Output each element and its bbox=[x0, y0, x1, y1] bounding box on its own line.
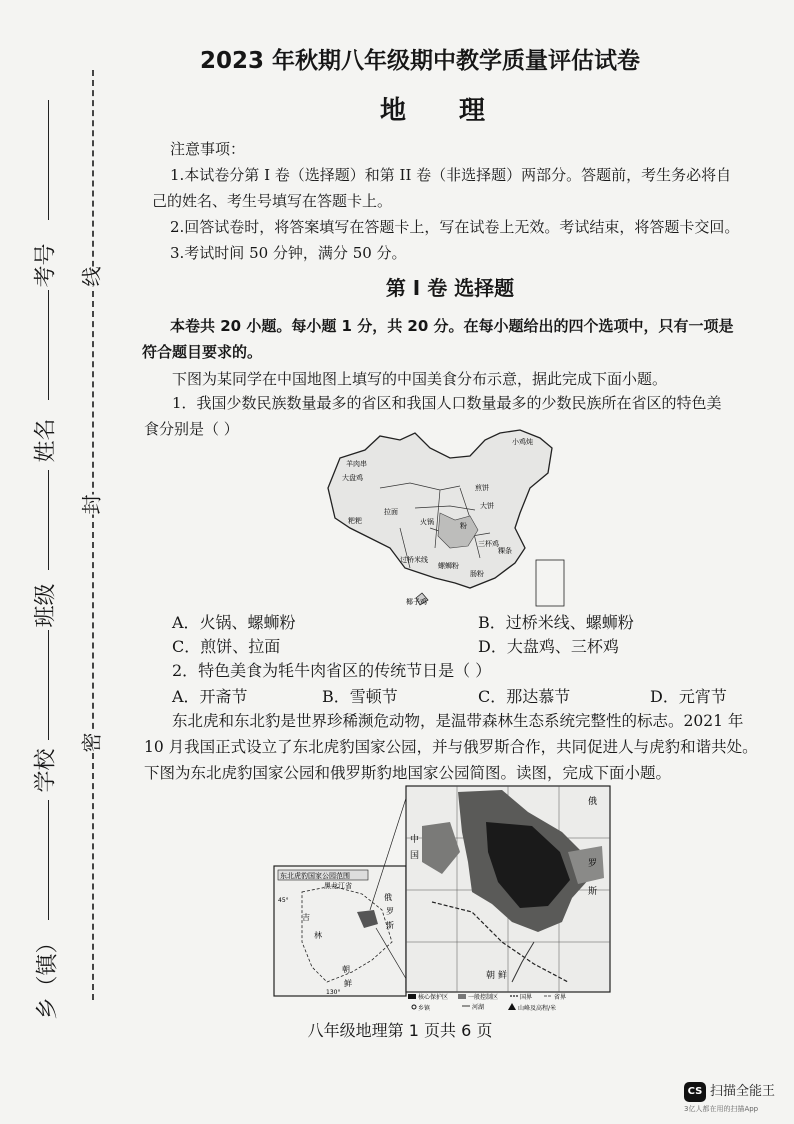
passage-line: 东北虎和东北豹是世界珍稀濒危动物，是温带森林生态系统完整性的标志。2021 年 bbox=[172, 712, 744, 730]
main-label: 罗 bbox=[588, 859, 598, 869]
map-label: 三杯鸡 bbox=[478, 540, 499, 548]
scanner-brand bbox=[684, 1080, 775, 1114]
instruction-line: 本卷共 20 小题。每小题 1 分，共 20 分。在每小题给出的四个选项中，只有一项是 bbox=[170, 317, 734, 335]
inset-label: 吉 bbox=[302, 913, 310, 922]
q2-option-b[interactable]: B．雪顿节 bbox=[322, 687, 398, 706]
passage-line: 下图为东北虎豹国家公园和俄罗斯豹地国家公园简图。读图，完成下面小题。 bbox=[144, 764, 672, 782]
inset-label: 罗 bbox=[386, 907, 394, 916]
inset-map bbox=[274, 866, 406, 996]
inset-label: 朝 bbox=[342, 965, 350, 974]
binding-dashed-line bbox=[92, 70, 94, 1000]
legend-item: 省界 bbox=[554, 994, 567, 1001]
scanner-logo-icon: CS bbox=[684, 1082, 706, 1102]
exam-title: 2023 年秋期八年级期中教学质量评估试卷 bbox=[199, 48, 641, 74]
passage-tiger-leopard bbox=[144, 708, 772, 786]
map-label: 粿条 bbox=[498, 547, 512, 555]
map-label: 火锅 bbox=[420, 518, 434, 526]
seal-word-line: 线 bbox=[76, 267, 105, 287]
exam-number-label: 考号 bbox=[33, 243, 59, 288]
inset-label: 林 bbox=[314, 931, 322, 940]
q2-option-c[interactable]: C．那达慕节 bbox=[478, 687, 571, 706]
instruction-line: 符合题目要求的。 bbox=[142, 343, 263, 361]
inset-label: 130° bbox=[326, 989, 341, 996]
main-map bbox=[406, 786, 610, 992]
inset-label: 鲜 bbox=[344, 979, 352, 988]
page-footer: 八年级地理第 1 页共 6 页 bbox=[307, 1021, 493, 1040]
notice-item: 3.考试时间 50 分钟，满分 50 分。 bbox=[170, 244, 407, 262]
notice-item: 1.本试卷分第 I 卷（选择题）和第 II 卷（非选择题）两部分。答题前，考生务必将自 bbox=[170, 166, 732, 184]
tiger-leopard-park-map bbox=[272, 782, 612, 1014]
china-food-map bbox=[320, 428, 580, 608]
township-line bbox=[48, 800, 49, 920]
section-title: 第 Ⅰ 卷 选择题 bbox=[385, 276, 515, 300]
legend-item: 核心保护区 bbox=[418, 994, 449, 1001]
question-1-line: 食分别是（ ） bbox=[144, 420, 239, 438]
main-label: 俄 bbox=[588, 797, 598, 807]
main-label: 鲜 bbox=[498, 971, 508, 981]
exam-number-line bbox=[48, 100, 49, 220]
scanner-name: 扫描全能王 bbox=[710, 1084, 776, 1099]
question-1-line: 1．我国少数民族数量最多的省区和我国人口数量最多的少数民族所在省区的特色美 bbox=[172, 394, 722, 412]
map-label: 粉 bbox=[460, 522, 467, 530]
inset-label: 俄 bbox=[384, 893, 392, 902]
inset-label: 45° bbox=[278, 897, 289, 904]
legend-item: 乡镇 bbox=[418, 1005, 431, 1012]
seal-word-seal: 封 bbox=[76, 495, 105, 515]
notice-item: 己的姓名、考生号填写在答题卡上。 bbox=[152, 192, 393, 210]
q1-option-b[interactable]: B．过桥米线、螺蛳粉 bbox=[478, 613, 634, 632]
legend-item: 一般控制区 bbox=[468, 994, 499, 1001]
class-line bbox=[48, 470, 49, 570]
main-label: 中 bbox=[410, 835, 420, 845]
q1-option-d[interactable]: D．大盘鸡、三杯鸡 bbox=[478, 637, 619, 656]
section-instructions bbox=[142, 313, 750, 365]
notice-block bbox=[152, 136, 740, 266]
school-line bbox=[48, 630, 49, 740]
inset-label: 斯 bbox=[386, 921, 394, 930]
notice-item: 2.回答试卷时，将答案填写在答题卡上，写在试卷上无效。考试结束，将答题卡交回。 bbox=[170, 218, 740, 236]
q1-option-c[interactable]: C．煎饼、拉面 bbox=[172, 637, 281, 656]
q2-option-a[interactable]: A．开斋节 bbox=[172, 687, 248, 706]
map-label: 椰子鸡 bbox=[406, 598, 427, 606]
inset-label: 黑龙江省 bbox=[324, 882, 352, 890]
map-label: 拉面 bbox=[384, 508, 398, 516]
map-label: 螺蛳粉 bbox=[438, 562, 459, 570]
question-2-stem: 2．特色美食为牦牛肉省区的传统节日是（ ） bbox=[172, 661, 492, 680]
legend-item: 山峰及高程/米 bbox=[518, 1005, 557, 1012]
map-label: 肠粉 bbox=[470, 570, 484, 578]
map-label: 大饼 bbox=[480, 502, 494, 510]
legend-item: 国界 bbox=[520, 994, 533, 1001]
inset-title: 东北虎豹国家公园范围 bbox=[280, 872, 350, 880]
map-label: 小鸡炖 bbox=[512, 438, 533, 446]
passage-line: 10 月我国正式设立了东北虎豹国家公园，并与俄罗斯合作，共同促进人与虎豹和谐共处。 bbox=[144, 738, 758, 756]
main-label: 斯 bbox=[588, 887, 598, 897]
legend-item: 河湖 bbox=[472, 1004, 485, 1011]
passage-food-map: 下图为某同学在中国地图上填写的中国美食分布示意，据此完成下面小题。 bbox=[172, 370, 668, 388]
map-label: 羊肉串 bbox=[346, 460, 367, 468]
main-label: 国 bbox=[410, 851, 420, 861]
seal-word-secret: 密 bbox=[76, 733, 105, 753]
map-label: 煎饼 bbox=[475, 484, 489, 492]
map-legend bbox=[408, 993, 566, 1012]
map-label: 过桥米线 bbox=[400, 556, 428, 564]
q1-option-a[interactable]: A．火锅、螺蛳粉 bbox=[172, 613, 296, 632]
q2-option-d[interactable]: D．元宵节 bbox=[650, 687, 727, 706]
school-label: 学校 bbox=[33, 748, 59, 793]
township-label: 乡（镇） bbox=[35, 931, 61, 1020]
scanner-tagline: 3亿人都在用的扫描App bbox=[684, 1104, 759, 1113]
map-label: 粑粑 bbox=[348, 517, 362, 525]
map-label: 大盘鸡 bbox=[342, 474, 363, 482]
notice-heading: 注意事项： bbox=[170, 140, 246, 158]
name-label: 姓名 bbox=[33, 418, 59, 463]
subject-title: 地 理 bbox=[380, 96, 508, 126]
name-line bbox=[48, 290, 49, 400]
main-label: 朝 bbox=[486, 971, 496, 981]
class-label: 班级 bbox=[33, 583, 59, 628]
